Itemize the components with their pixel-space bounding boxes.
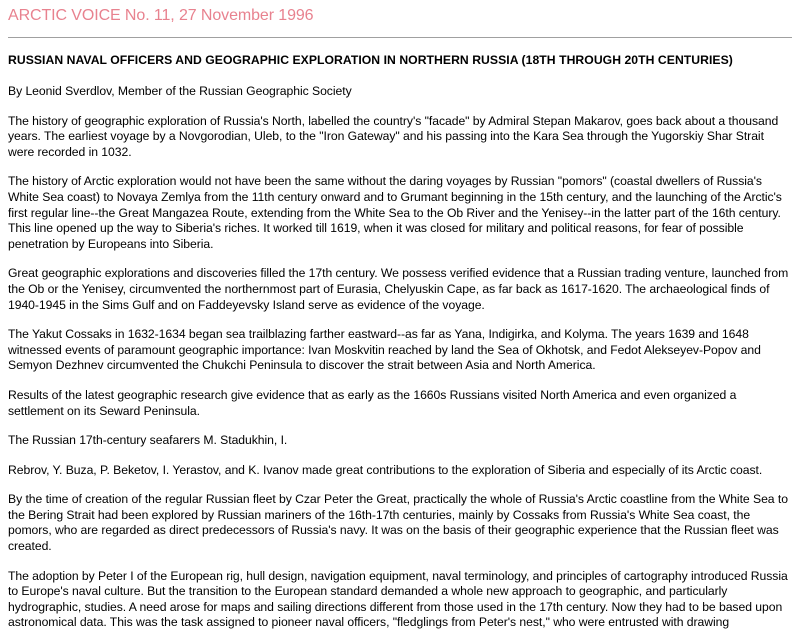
article-paragraph: Results of the latest geographic research give evidence that as early as the 1660s Russians visited North America and even organized a settlement on its Seward Peninsula. [8,387,737,418]
article-paragraph: The history of geographic exploration of Russia's North, labelled the country's "facade" by Admiral Stepan Makarov, goes back about a thousand years. The earliest voyage by a Novgorodian, Uleb, to the "Iron Gateway" and his passing into the Kara Sea through the Yugorskiy Shar Strait were recorded in 1032. [8,113,779,159]
article-paragraph: The Russian 17th-century seafarers M. Stadukhin, I. [8,433,288,448]
article-paragraph: The Yakut Cossaks in 1632-1634 began sea trailblazing farther eastward--as far as Yana, Indigirka, and Kolyma. The years 1639 and 1648 witnessed events of paramount geographic importance: Ivan Moskvitin reached by land the Sea of Okhotsk, and Fedot Alekseyev-Popov and Semyon Dezhnev circumvented the Chukchi Peninsula to discover the strait between Asia and North America. [8,327,761,373]
article-paragraph: Great geographic explorations and discoveries filled the 17th century. We possess verified evidence that a Russian trading venture, launched from the Ob or the Yenisey, circumvented the northernmost part of Eurasia, Chelyuskin Cape, as far back as 1617-1620. The archaeological finds of 1940-1945 in the Sims Gulf and on Faddeyevsky Island serve as evidence of the voyage. [8,266,789,312]
header-divider [8,37,792,38]
article-paragraph: Rebrov, Y. Buza, P. Beketov, I. Yerastov, and K. Ivanov made great contributions to the exploration of Siberia and especially of its Arctic coast. [8,462,763,477]
article-byline: By Leonid Sverdlov, Member of the Russian Geographic Society [8,84,352,98]
article-paragraph: The history of Arctic exploration would not have been the same without the daring voyages by Russian "pomors" (coastal dwellers of Russia's White Sea coast) to Novaya Zemlya from the 11th century onward and to Grumant beginning in the 15th century, and the launching of the Arctic's first regular line--the Great Mangazea Route, extending from the White Sea to the Ob River and the Yenisey--in the latter part of the 16th century. This line opened up the way to Siberia's riches. It worked till 1619, when it was closed for military and political reasons, for fear of possible penetration by Europeans into Siberia. [8,174,782,251]
article-title: RUSSIAN NAVAL OFFICERS AND GEOGRAPHIC EXPLORATION IN NORTHERN RUSSIA (18TH THROUGH 20TH CENTURIES) [8,53,733,67]
article-paragraph: By the time of creation of the regular Russian fleet by Czar Peter the Great, practically the whole of Russia's Arctic coastline from the White Sea to the Bering Strait had been explored by Russian mariners of the 16th-17th centuries, mainly by Cossaks from Russia's White Sea coast, the pomors, who are regarded as direct predecessors of Russia's navy. It was on the basis of their geographic experience that the Russian fleet was created. [8,492,788,554]
masthead: ARCTIC VOICE No. 11, 27 November 1996 [8,7,314,24]
article-paragraph: The adoption by Peter I of the European rig, hull design, navigation equipment, naval terminology, and principles of cartography introduced Russia to Europe's naval culture. But the transition to the European standard demanded a whole new approach to geographic, and particularly hydrographic, studies. A need arose for maps and sailing directions different from those used in the 17th century. Now they had to be based upon astronomical data. This was the task assigned to pioneer naval officers, "fledglings from Peter's nest," who were entrusted with drawing [8,568,788,630]
